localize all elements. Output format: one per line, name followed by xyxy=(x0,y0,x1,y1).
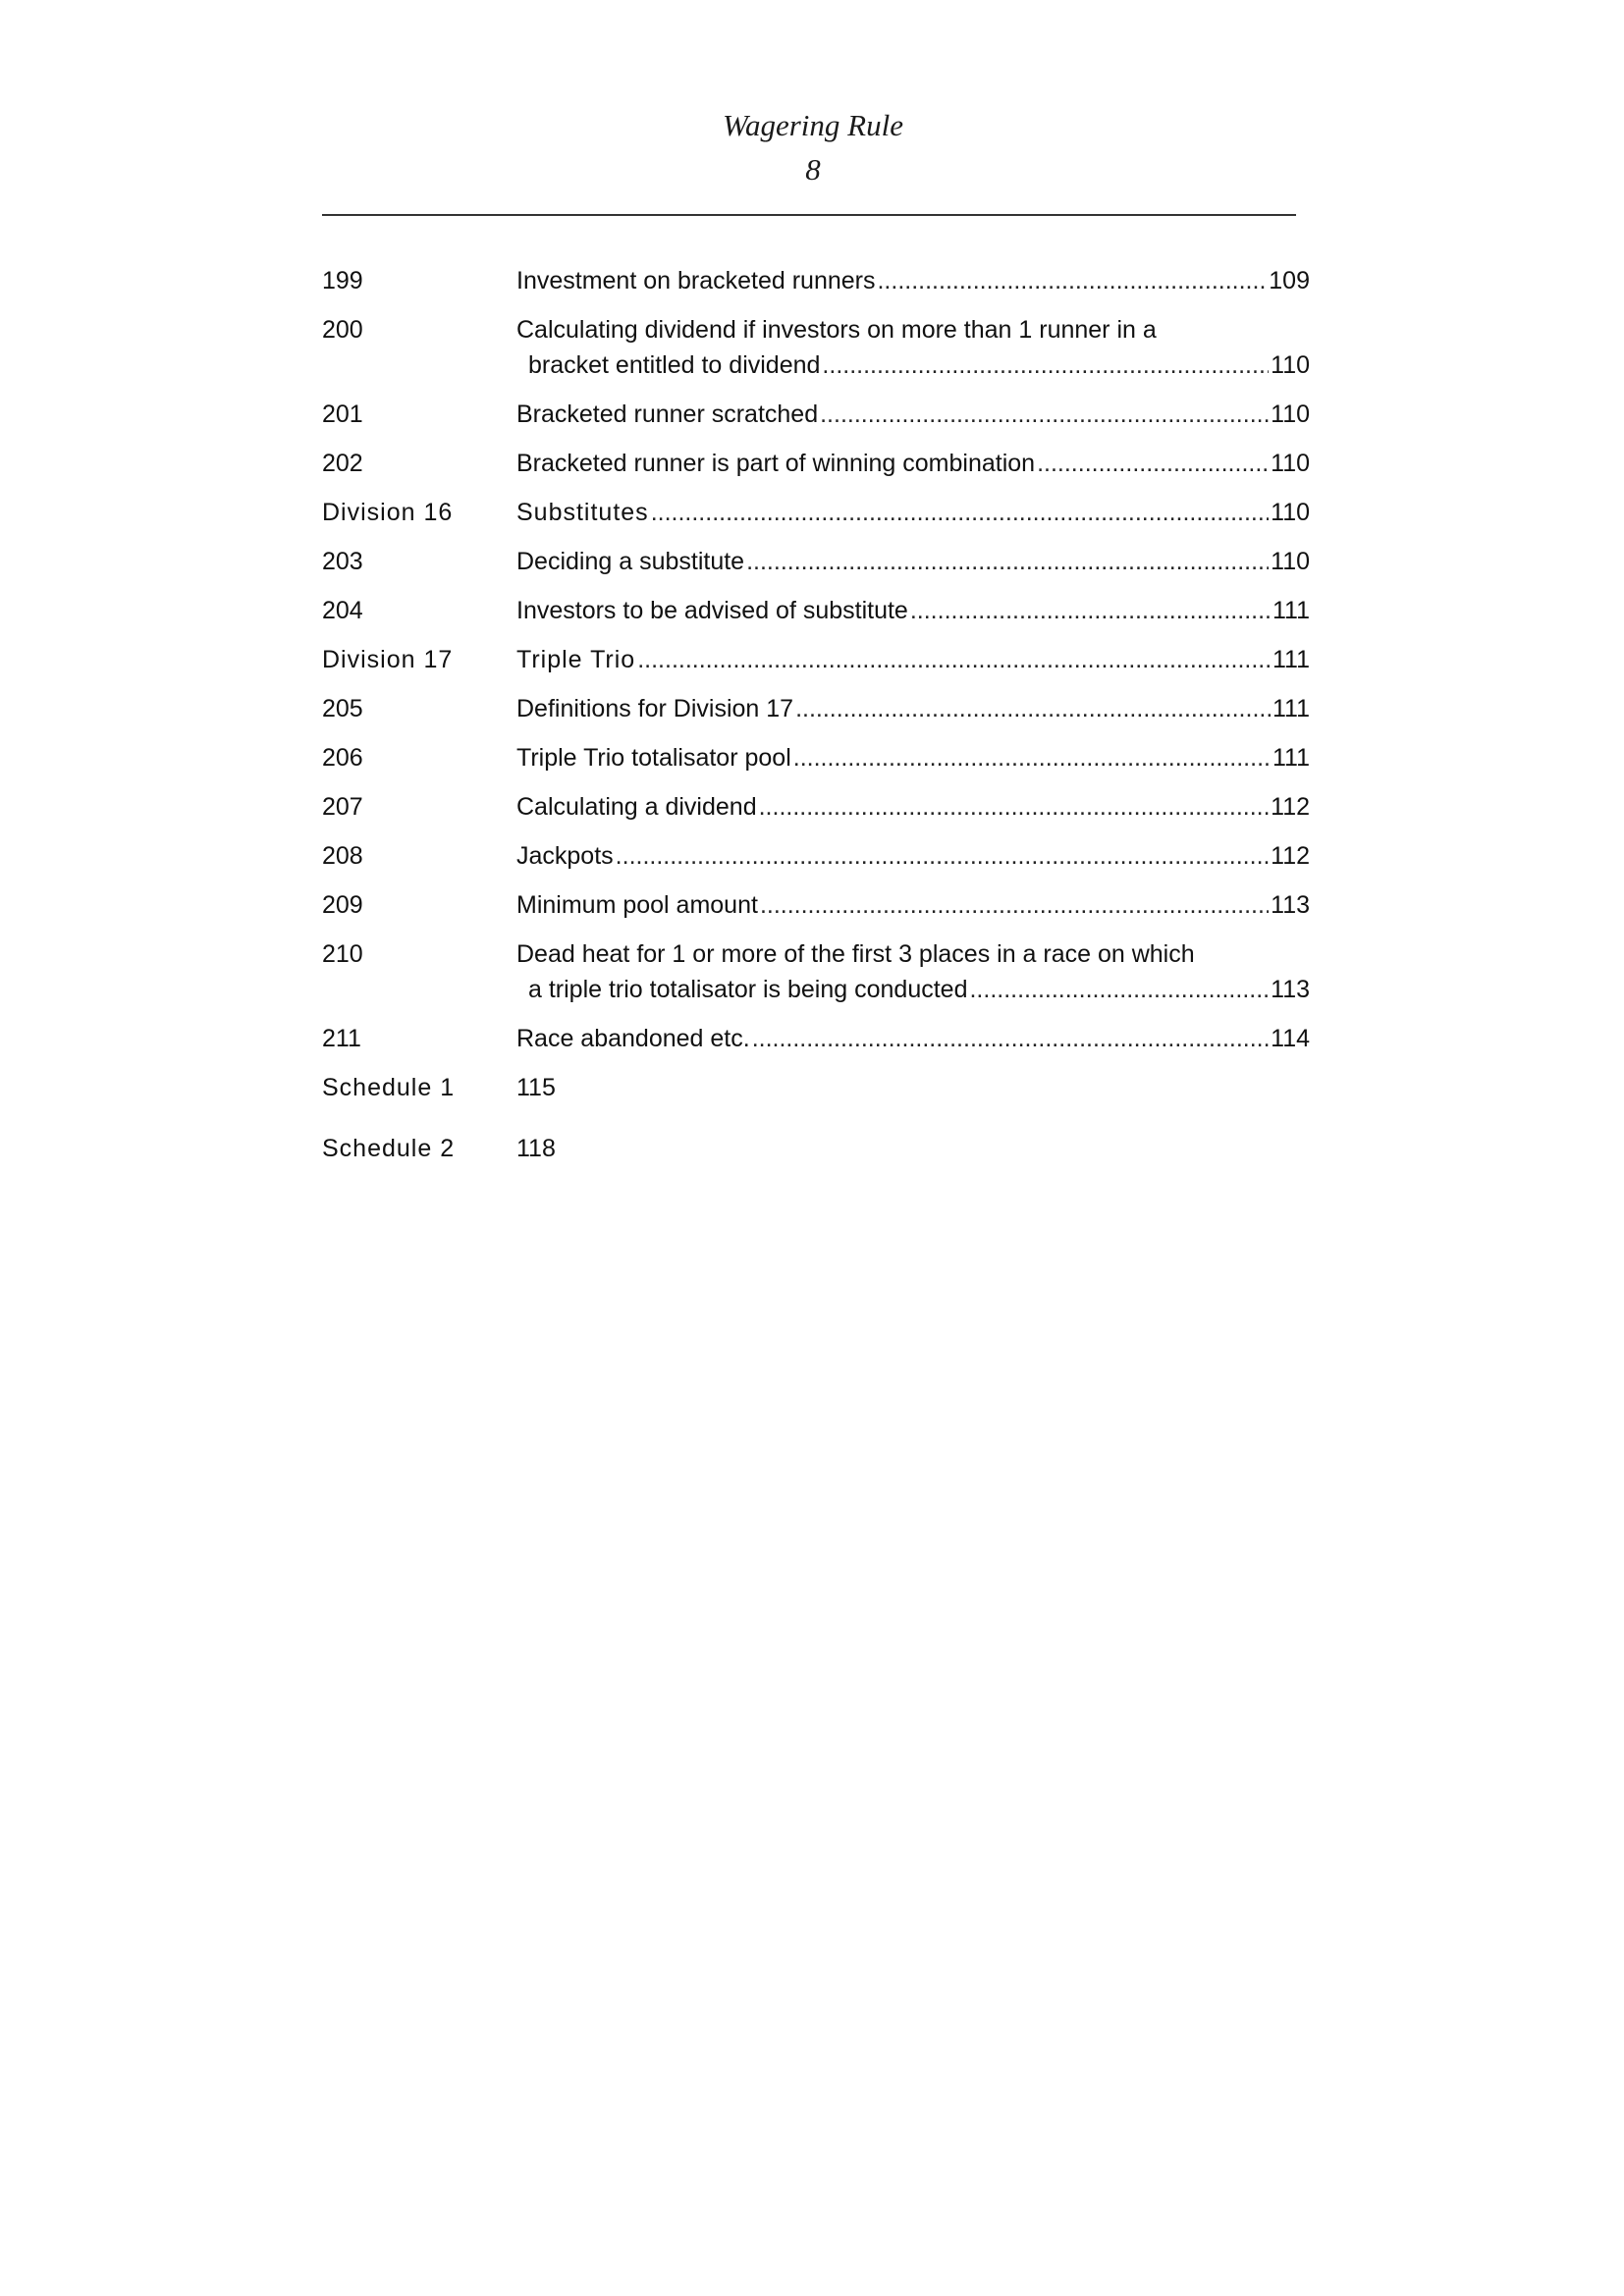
toc-page-number: 112 xyxy=(1271,793,1310,821)
toc-page-number: 114 xyxy=(1271,1025,1310,1052)
table-of-contents xyxy=(322,263,1310,1192)
toc-entry-text xyxy=(516,446,1310,481)
dot-leader xyxy=(651,495,1269,530)
toc-heading: Calculating a dividend xyxy=(516,793,757,821)
toc-entry-208[interactable] xyxy=(322,838,1310,874)
toc-page-number: 111 xyxy=(1272,744,1310,772)
toc-page-number: 110 xyxy=(1271,450,1310,477)
toc-page-number: 110 xyxy=(1271,499,1310,526)
toc-heading: Investors to be advised of substitute xyxy=(516,597,908,624)
toc-heading: Triple Trio totalisator pool xyxy=(516,744,791,772)
dot-leader xyxy=(760,887,1269,923)
toc-entry-text xyxy=(516,740,1310,775)
toc-page-number: 113 xyxy=(1271,891,1310,919)
toc-heading: Deciding a substitute xyxy=(516,548,745,575)
toc-heading: Investment on bracketed runners xyxy=(516,267,876,294)
toc-heading: Minimum pool amount xyxy=(516,891,758,919)
toc-entry-204[interactable] xyxy=(322,593,1310,628)
toc-entry-205[interactable] xyxy=(322,691,1310,726)
toc-division-heading: Triple Trio xyxy=(516,646,636,673)
toc-division-16[interactable] xyxy=(322,495,1310,530)
toc-number: 206 xyxy=(322,744,363,772)
toc-page-number: 110 xyxy=(1271,548,1310,575)
toc-division-17[interactable] xyxy=(322,642,1310,677)
toc-division-number: Division 16 xyxy=(322,499,454,526)
dot-leader xyxy=(822,347,1269,383)
toc-entry-text xyxy=(516,312,1310,383)
toc-number: 211 xyxy=(322,1025,361,1052)
dot-leader xyxy=(746,544,1269,579)
dot-leader xyxy=(1037,446,1269,481)
toc-number: 199 xyxy=(322,267,363,294)
dot-leader xyxy=(637,642,1271,677)
toc-number: 209 xyxy=(322,891,363,919)
toc-heading: Dead heat for 1 or more of the first 3 places in a race on which xyxy=(516,940,1195,968)
toc-page-number: 109 xyxy=(1269,267,1310,294)
toc-schedule-label: Schedule 2 xyxy=(322,1135,456,1162)
toc-page-number: 111 xyxy=(1272,646,1310,673)
toc-entry-203[interactable] xyxy=(322,544,1310,579)
toc-heading: Definitions for Division 17 xyxy=(516,695,794,722)
toc-entry-202[interactable] xyxy=(322,446,1310,481)
page-number: 8 xyxy=(805,152,821,187)
toc-entry-text xyxy=(516,936,1310,1007)
dot-leader xyxy=(820,397,1269,432)
toc-entry-199[interactable] xyxy=(322,263,1310,298)
toc-page-number: 111 xyxy=(1272,695,1310,722)
toc-heading-continuation: a triple trio totalisator is being conducted xyxy=(528,976,968,1003)
toc-entry-207[interactable] xyxy=(322,789,1310,825)
toc-heading: Jackpots xyxy=(516,842,614,870)
toc-number: 202 xyxy=(322,450,363,477)
toc-entry-210[interactable] xyxy=(322,936,1310,1007)
toc-entry-text xyxy=(516,397,1310,432)
dot-leader xyxy=(877,263,1267,298)
toc-heading: Bracketed runner is part of winning combination xyxy=(516,450,1036,477)
toc-number: 210 xyxy=(322,940,363,968)
document-title: Wagering Rule xyxy=(723,108,903,142)
toc-page-number: 111 xyxy=(1272,597,1310,624)
toc-schedule-1[interactable] xyxy=(322,1070,1310,1105)
toc-heading-continuation: bracket entitled to dividend xyxy=(528,351,821,379)
toc-page-number: 112 xyxy=(1271,842,1310,870)
dot-leader xyxy=(795,691,1271,726)
toc-number: 207 xyxy=(322,793,363,821)
toc-entry-201[interactable] xyxy=(322,397,1310,432)
toc-entry-text xyxy=(516,593,1310,628)
toc-entry-text xyxy=(516,263,1310,298)
toc-page-number: 110 xyxy=(1271,351,1310,379)
toc-heading: Race abandoned etc. xyxy=(516,1025,750,1052)
toc-number: 204 xyxy=(322,597,363,624)
toc-entry-200[interactable] xyxy=(322,312,1310,383)
toc-page-number: 113 xyxy=(1271,976,1310,1003)
toc-entry-211[interactable] xyxy=(322,1021,1310,1056)
toc-heading: Bracketed runner scratched xyxy=(516,400,819,428)
toc-schedule-2[interactable] xyxy=(322,1131,1310,1166)
toc-number: 205 xyxy=(322,695,363,722)
toc-entry-text xyxy=(516,691,1310,726)
dot-leader xyxy=(759,789,1270,825)
toc-schedule-page: 115 xyxy=(516,1074,556,1101)
toc-number: 208 xyxy=(322,842,363,870)
toc-entry-text xyxy=(516,495,1310,530)
toc-number: 201 xyxy=(322,400,363,428)
dot-leader xyxy=(910,593,1271,628)
toc-number: 200 xyxy=(322,316,363,344)
running-header xyxy=(322,106,1304,189)
dot-leader xyxy=(752,1021,1269,1056)
toc-number: 203 xyxy=(322,548,363,575)
toc-entry-206[interactable] xyxy=(322,740,1310,775)
toc-schedule-label: Schedule 1 xyxy=(322,1074,456,1101)
toc-division-number: Division 17 xyxy=(322,646,454,673)
toc-schedule-page: 118 xyxy=(516,1135,556,1162)
toc-entry-text xyxy=(516,789,1310,825)
toc-entry-text xyxy=(516,544,1310,579)
toc-heading: Calculating dividend if investors on more than 1 runner in a xyxy=(516,316,1157,344)
toc-entry-text xyxy=(516,887,1310,923)
toc-entry-text xyxy=(516,838,1310,874)
toc-division-heading: Substitutes xyxy=(516,499,649,526)
toc-entry-text xyxy=(516,1021,1310,1056)
toc-page-number: 110 xyxy=(1271,400,1310,428)
toc-entry-text xyxy=(516,642,1310,677)
header-rule xyxy=(322,214,1296,216)
dot-leader xyxy=(616,838,1269,874)
toc-entry-209[interactable] xyxy=(322,887,1310,923)
dot-leader xyxy=(793,740,1271,775)
dot-leader xyxy=(969,972,1269,1007)
